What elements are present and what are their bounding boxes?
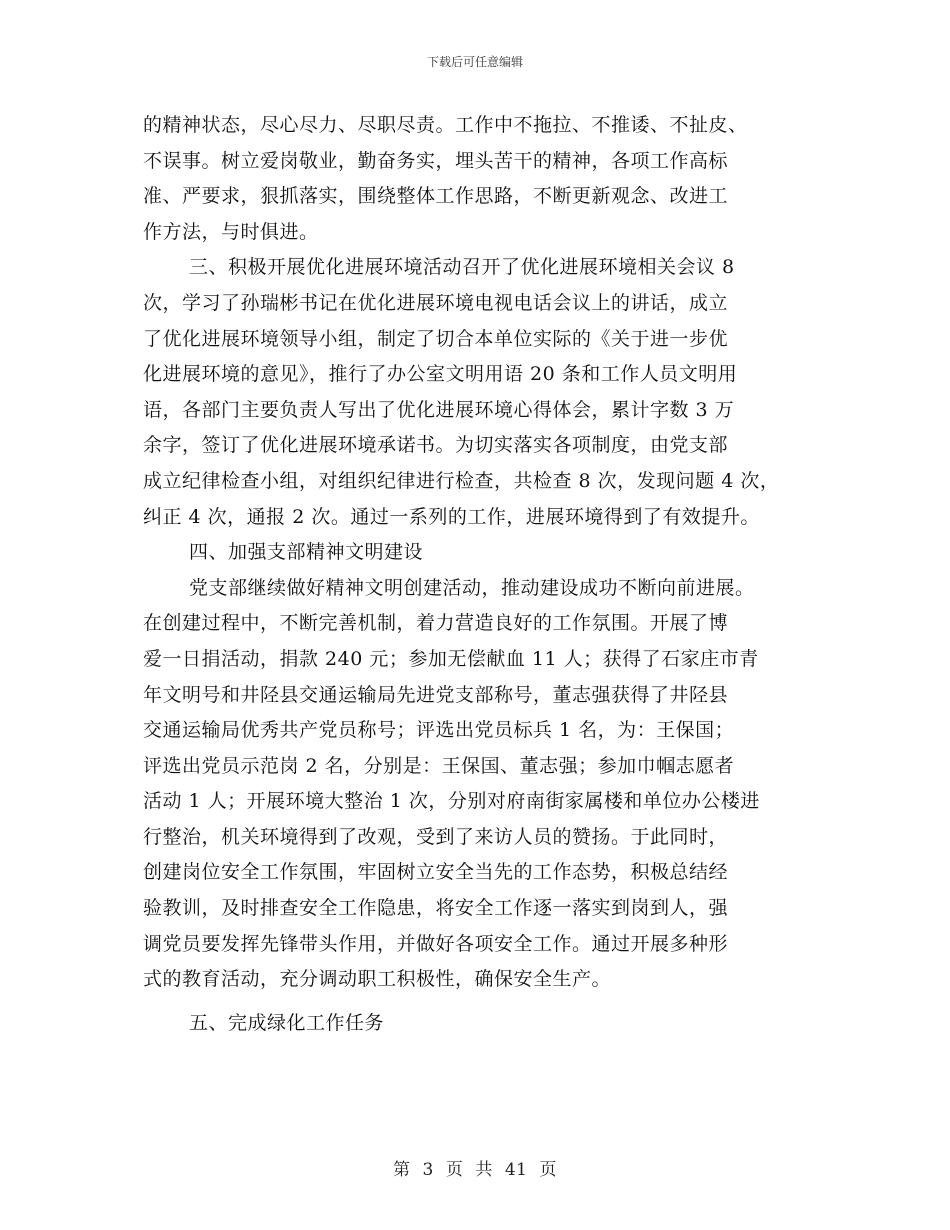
body-line: 验教训，及时排查安全工作隐患，将安全工作逐一落实到岗到人，强 [143,897,729,920]
body-line: 余字，签订了优化进展环境承诺书。为切实落实各项制度，由党支部 [143,434,729,457]
body-line: 式的教育活动，充分调动职工积极性，确保安全生产。 [143,968,612,991]
section-heading-5: 五、完成绿化工作任务 [189,1011,385,1034]
footer-total-unit: 页 [539,1160,557,1180]
body-line: 化进展环境的意见》，推行了办公室文明用语 20 条和工作人员文明用 [143,363,738,386]
footer-page-word: 第 [393,1160,411,1180]
section-heading-3: 三、积极开展优化进展环境活动召开了优化进展环境相关会议 8 [189,256,735,279]
body-line: 纠正 4 次，通报 2 次。通过一系列的工作，进展环境得到了有效提升。 [143,505,760,528]
page-footer [0,1155,950,1180]
body-line: 行整治，机关环境得到了改观，受到了来访人员的赞扬。于此同时， [143,825,729,848]
body-line: 语，各部门主要负责人写出了优化进展环境心得体会，累计字数 3 万 [143,398,735,421]
body-line: 创建岗位安全工作氛围，牢固树立安全当先的工作态势，积极总结经 [143,861,729,884]
body-line: 在创建过程中，不断完善机制，着力营造良好的工作氛围。开展了博 [143,612,729,635]
body-line: 准、严要求，狠抓落实，围绕整体工作思路，不断更新观念、改进工 [143,185,729,208]
body-line: 爱一日捐活动，捐款 240 元；参加无偿献血 11 人；获得了石家庄市青 [143,647,759,670]
body-line: 调党员要发挥先锋带头作用，并做好各项安全工作。通过开展多种形 [143,932,729,955]
footer-page-unit: 页 [445,1160,464,1180]
footer-page-number: 3 [422,1160,434,1180]
body-line: 年文明号和井陉县交通运输局先进党支部称号，董志强获得了井陉县 [143,683,729,706]
footer-total-pages: 41 [504,1160,528,1180]
body-line: 了优化进展环境领导小组，制定了切合本单位实际的《关于进一步优 [143,327,729,350]
body-line: 的精神状态，尽心尽力、尽职尽责。工作中不拖拉、不推诿、不扯皮、 [143,114,748,136]
body-line: 成立纪律检查小组，对组织纪律进行检查，共检查 8 次，发现问题 4 次， [143,469,780,492]
body-line: 交通运输局优秀共产党员称号；评选出党员标兵 1 名，为：王保国； [143,719,735,742]
document-body [143,108,833,1041]
body-line: 次，学习了孙瑞彬书记在优化进展环境电视电话会议上的讲话，成立 [143,291,729,314]
footer-total-word: 共 [475,1160,493,1180]
paragraph-start: 党支部继续做好精神文明创建活动，推动建设成功不断向前进展。 [189,576,755,599]
body-line: 评选出党员示范岗 2 名，分别是：王保国、董志强；参加巾帼志愿者 [143,754,735,777]
body-line: 作方法，与时俱进。 [143,220,319,243]
body-line: 活动 1 人；开展环境大整治 1 次，分别对府南街家属楼和单位办公楼进 [143,790,760,813]
body-line: 不误事。树立爱岗敬业，勤奋务实，埋头苦干的精神，各项工作高标 [143,149,729,172]
page-header-note: 下载后可任意编辑 [426,55,523,69]
section-heading-4: 四、加强支部精神文明建设 [189,541,424,564]
